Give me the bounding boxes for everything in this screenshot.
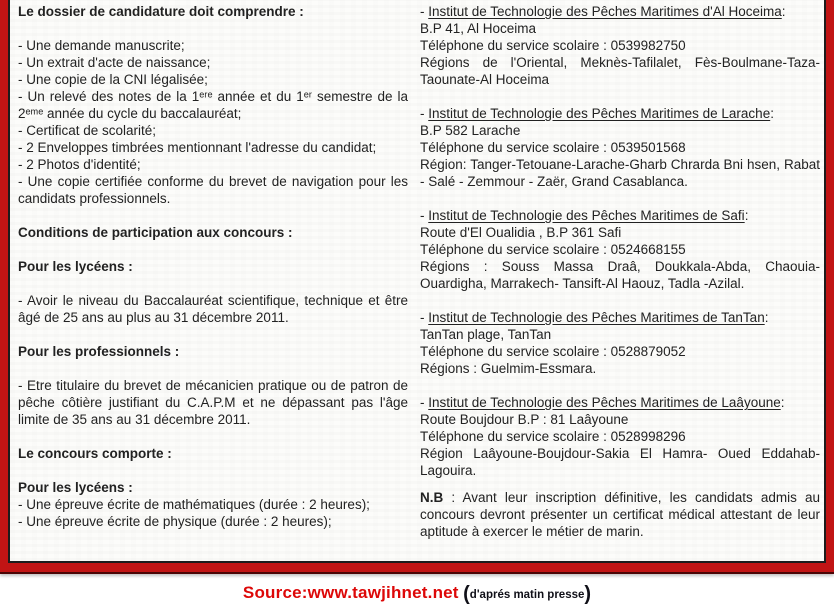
institute-address: TanTan plage, TanTan [420, 327, 552, 342]
dossier-list [18, 37, 408, 207]
institute-name: Institut de Technologie des Pêches Maritimes de Safi [428, 208, 745, 223]
dossier-item: - Un relevé des notes de la 1ᵉʳᵉ année et du 1ᵉʳ semestre de la 2ᵉᵐᵉ année du cycle du baccalauréat; [18, 89, 408, 121]
institute-name-line [420, 105, 820, 122]
colon: : [780, 395, 785, 410]
institute-regions: Régions : Guelmim-Essmara. [420, 361, 597, 376]
right-column [420, 3, 820, 540]
heading-lyceens: Pour les lycéens : [18, 259, 133, 274]
heading-professionnels: Pour les professionnels : [18, 344, 180, 359]
lyceens-condition-text: - Avoir le niveau du Baccalauréat scientifique, technique et être âgé de 25 ans au plus au 31 décembre 2011. [18, 293, 408, 325]
nb-label: N.B [420, 490, 444, 505]
colon: : [770, 106, 774, 121]
heading-conditions: Conditions de participation aux concours : [18, 225, 293, 240]
nb-text: : Avant leur inscription définitive, les candidats admis au concours devront présenter un certificat médical attestant de leur aptitude à exercer le métier de marin. [420, 490, 820, 539]
paren-close: ) [584, 583, 592, 605]
institute-name-line [420, 394, 820, 411]
dossier-item: - 2 Photos d'identité; [18, 157, 141, 172]
institute-regions: Régions : Souss Massa Draâ, Doukkala-Abda, Chaouia-Ouardigha, Marrakech- Tansift-Al Haouz, Tadla -Azilal. [420, 259, 820, 291]
institute-address: B.P 582 Larache [420, 123, 521, 138]
dossier-item: - 2 Enveloppes timbrées mentionnant l'adresse du candidat; [18, 140, 377, 155]
institute-phone: Téléphone du service scolaire : 0528879052 [420, 344, 686, 359]
institute-name-line [420, 3, 820, 20]
dash: - [420, 106, 429, 121]
heading-dossier: Le dossier de candidature doit comprendre : [18, 4, 304, 19]
source-url: Source:www.tawjihnet.net [242, 583, 459, 602]
institute-regions: Région Laâyoune-Boujdour-Sakia El Hamra- Oued Eddahab-Lagouira. [420, 446, 820, 478]
epreuve-item: - Une épreuve écrite de physique (durée : 2 heures); [18, 514, 332, 529]
institute-name: Institut de Technologie des Pêches Maritimes de TanTan [428, 310, 765, 325]
dossier-item: - Une copie de la CNI légalisée; [18, 72, 208, 87]
institute-regions: Région: Tanger-Tetouane-Larache-Gharb Chrarda Bni hsen, Rabat - Salé - Zemmour - Zaër, Grand Casablanca. [420, 157, 820, 189]
institute-name: Institut de Technologie des Pêches Maritimes de Larache [428, 106, 771, 121]
professionnels-condition-text: - Etre titulaire du brevet de mécanicien pratique ou de patron de pêche côtière justifiant du C.A.P.M et ne dépassant pas l'âge limite de 35 ans au 31 décembre 2011. [18, 378, 408, 427]
heading-concours: Le concours comporte : [18, 446, 172, 461]
source-note: d'aprés matin presse [469, 589, 585, 601]
institute-phone: Téléphone du service scolaire : 0539501568 [420, 140, 686, 155]
institute-name-line [420, 309, 820, 326]
institute-address: B.P 41, Al Hoceima [420, 21, 537, 36]
institute-block [420, 394, 820, 479]
institute-phone: Téléphone du service scolaire : 0539982750 [420, 38, 686, 53]
institute-address: Route d'El Oualidia , B.P 361 Safi [420, 225, 622, 240]
nb-note [420, 489, 820, 540]
institute-regions: Régions de l'Oriental, Meknès-Tafilalet, Fès-Boulmane-Taza-Taounate-Al Hoceima [420, 55, 820, 87]
colon: : [744, 208, 749, 223]
dossier-item: - Une demande manuscrite; [18, 38, 185, 53]
dossier-item: - Une copie certifiée conforme du brevet de navigation pour les candidats professionnels. [18, 174, 408, 206]
paren-open: ( [463, 583, 470, 605]
institute-address: Route Boujdour B.P : 81 Laâyoune [420, 412, 629, 427]
left-column [18, 3, 408, 540]
dash: - [420, 4, 429, 19]
institute-phone: Téléphone du service scolaire : 0528998296 [420, 429, 686, 444]
source-line [0, 583, 834, 606]
institute-block [420, 105, 820, 190]
dash: - [420, 310, 429, 325]
document-scan [8, 0, 826, 563]
dossier-item: - Un extrait d'acte de naissance; [18, 55, 211, 70]
dossier-item: - Certificat de scolarité; [18, 123, 157, 138]
institute-phone: Téléphone du service scolaire : 0524668155 [420, 242, 686, 257]
heading-lyceens-epreuves: Pour les lycéens : [18, 480, 133, 495]
institute-name: Institut de Technologie des Pêches Maritimes de Laâyoune [428, 395, 781, 410]
colon: : [764, 310, 769, 325]
institute-name-line [420, 207, 820, 224]
colon: : [781, 4, 786, 19]
institute-block [420, 309, 820, 377]
institute-block [420, 207, 820, 292]
institute-block [420, 3, 820, 88]
dash: - [420, 395, 429, 410]
dash: - [420, 208, 429, 223]
institute-name: Institut de Technologie des Pêches Maritimes d'Al Hoceima [428, 4, 782, 19]
epreuve-item: - Une épreuve écrite de mathématiques (durée : 2 heures); [18, 497, 370, 512]
